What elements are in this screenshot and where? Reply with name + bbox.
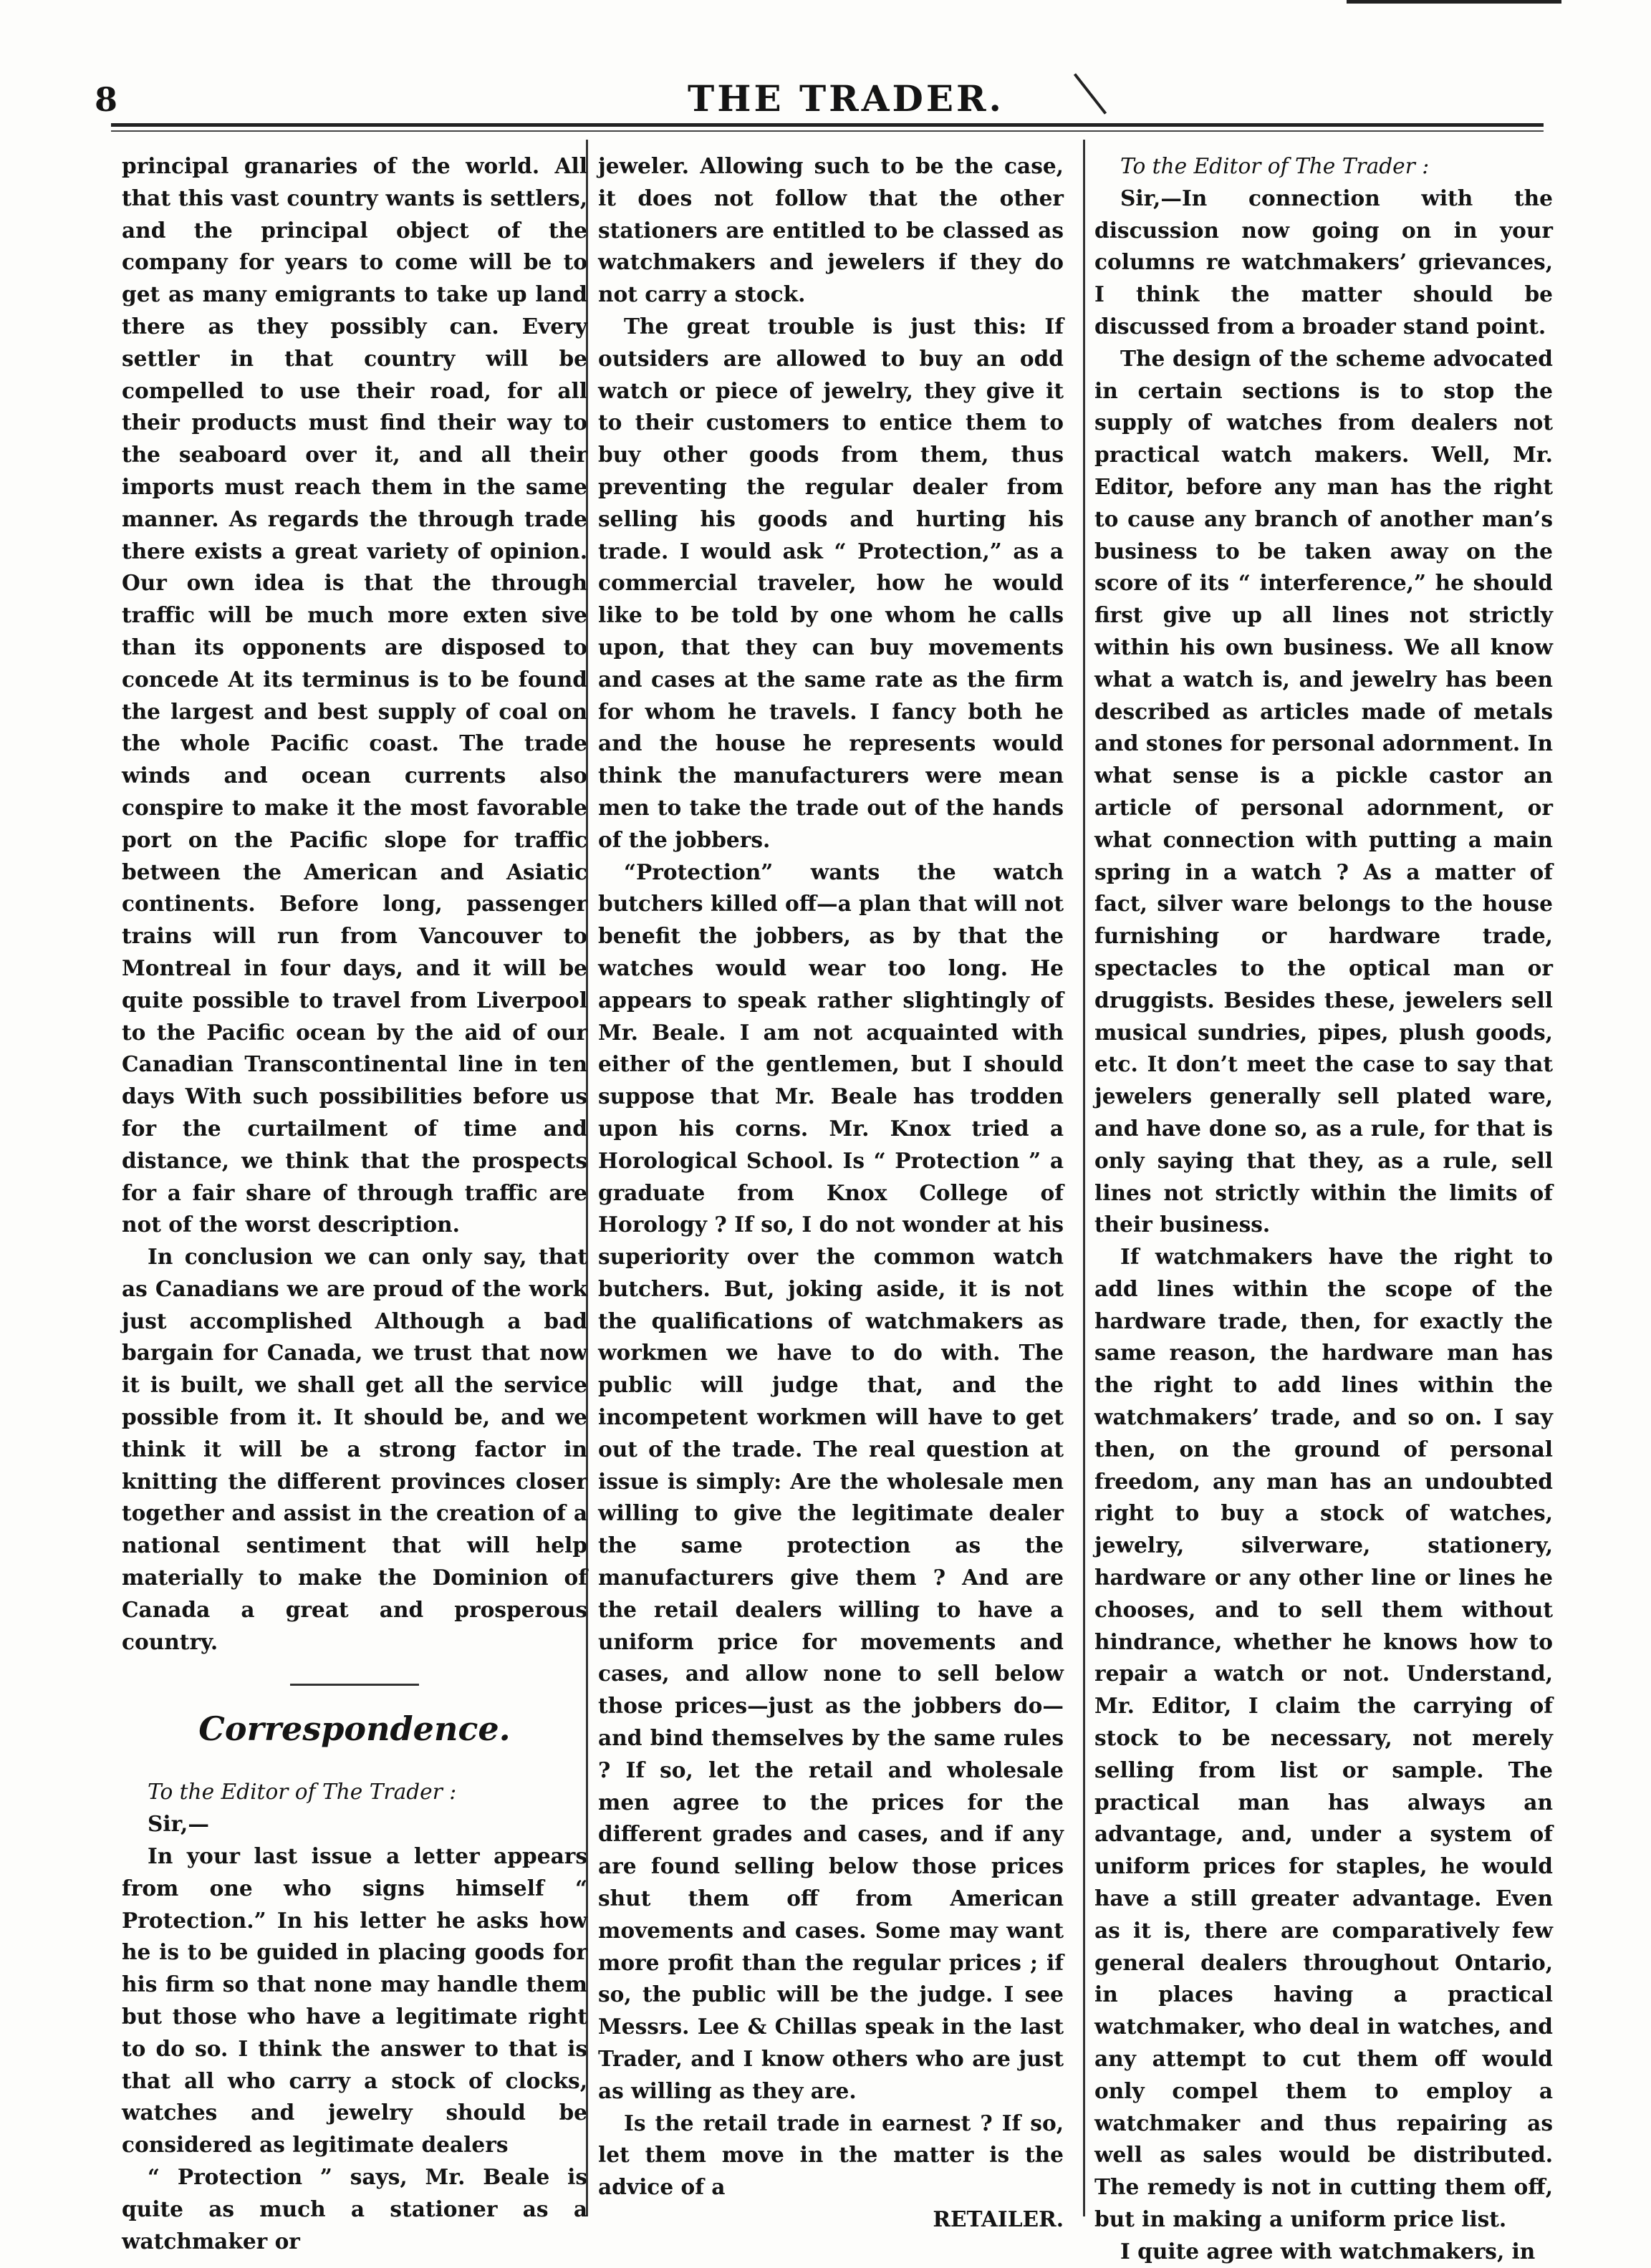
paragraph: Sir,—In connection with the discussion now going on in your columns re watchmakers’ grievances, I think the matter should be discussed from a broader stand point. (1094, 185, 1553, 339)
paragraph: I quite agree with watchmakers, in (1120, 2238, 1536, 2264)
masthead-title: THE TRADER. (688, 77, 1004, 120)
header-rule-thick (111, 123, 1544, 127)
column-3 (1094, 150, 1553, 2268)
paragraph: In your last issue a letter appears from one who signs himself “ Protection.” In his letter he asks how he is to be guided in placing goods for his firm so that none may handle them but those who have a legitimate right to do so. I think the answer to that is that all who carry a stock of clocks, watches and jewelry should be considered as legitimate dealers (122, 1843, 587, 2158)
paragraph: “Protection” wants the watch butchers killed off—a plan that will not benefit the jobbers, as by that the watches would wear too long. He appears to speak rather slightingly of Mr. Beale. I am not acquainted with either of the gentlemen, but I should suppose that Mr. Beale has trodden upon his corns. Mr. Knox tried a Horological School. Is “ Protection ” a graduate from Knox College of Horology ? If so, I do not wonder at his superiority over the common watch butchers. But, joking aside, it is not the qualifications of watchmakers as workmen we have to do with. The public will judge that, and the incompetent workmen will have to get out of the trade. The real question at issue is simply: Are the wholesale men willing to give the legitimate dealer the same protection as the manufacturers give them ? And are the retail dealers willing to have a uniform price for movements and cases, and allow none to sell below those prices—just as the jobbers do—and bind themselves by the same rules ? If so, let the retail and wholesale men agree to the prices for the different grades and cases, and if any are found selling below those prices shut them off from American movements and cases. Some may want more profit than the regular prices ; if so, the public will be the judge. I see Messrs. Lee & Chillas speak in the last Trader, and I know others who are just as willing as they are. (598, 859, 1064, 2103)
column-2 (598, 150, 1064, 2236)
section-separator (290, 1684, 419, 1686)
column-divider-2 (1083, 140, 1085, 2216)
paragraph: The design of the scheme advocated in certain sections is to stop the supply of watches from dealers not practical watch makers. Well, Mr. Editor, before any man has the right to cause any branch of another man’s business to be taken away on the score of its “ interference,” he should first give up all lines not strictly within his own business. We all know what a watch is, and jewelry has been described as articles made of metals and stones for personal adornment. In what sense is a pickle castor an article of personal adornment, or what connection with putting a main spring in a watch ? As a matter of fact, silver ware belongs to the house furnishing or hardware trade, spectacles to the optical man or druggists. Besides these, jewelers sell musical sundries, pipes, plush goods, etc. It don’t meet the case to say that jewelers generally sell plated ware, and have done so, as a rule, for that is only saying that they, as a rule, sell lines not strictly within the limits of their business. (1094, 345, 1553, 1237)
top-edge-rule (1347, 0, 1561, 4)
letter-greeting: Sir,— (148, 1811, 209, 1837)
column-1 (122, 150, 587, 2257)
pen-mark (1074, 73, 1107, 115)
paragraph: jeweler. Allowing such to be the case, it does not follow that the other stationers are entitled to be classed as watchmakers and jewelers if they do not carry a stock. (598, 153, 1064, 307)
paragraph: If watchmakers have the right to add lines within the scope of the hardware trade, then, for exactly the same reason, the hardware man has the right to add lines within the watchmakers’ trade, and so on. I say then, on the ground of personal freedom, any man has an undoubted right to buy a stock of watches, jewelry, silverware, stationery, hardware or any other line or lines he chooses, and to sell them without hindrance, whether he knows how to repair a watch or not. Understand, Mr. Editor, I claim the carrying of stock to be necessary, not merely selling from list or sample. The practical man has always an advantage, and, under a system of uniform prices for staples, he would have a still greater advantage. Even as it is, there are comparatively few general dealers throughout Ontario, in places having a practical watchmaker, who deal in watches, and any attempt to cut them off would only compel them to employ a watchmaker and thus repairing as well as sales would be distributed. The remedy is not in cutting them off, but in making a uniform price list. (1094, 1244, 1553, 2231)
paragraph: The great trouble is just this: If outsiders are allowed to buy an odd watch or piece of jewelry, they give it to their customers to entice them to buy other goods from them, thus preventing the regular dealer from selling his goods and hurting his trade. I would ask “ Protection,” as a commercial traveler, how he would like to be told by one whom he calls upon, that they can buy movements and cases at the same rate as the firm for whom he travels. I fancy both he and the house he represents would think the manufacturers were mean men to take the trade out of the hands of the jobbers. (598, 313, 1064, 852)
paragraph: Is the retail trade in earnest ? If so, let them move in the matter is the advice of a (598, 2110, 1064, 2200)
paragraph: principal granaries of the world. All that this vast country wants is settlers, and the principal object of the company for years to come will be to get as many emigrants to take up land there as they possibly can. Every settler in that country will be compelled to use their road, for all their products must find their way to the seaboard over it, and all their imports must reach them in the same manner. As regards the through trade there exists a great variety of opinion. Our own idea is that the through traffic will be much more exten sive than its opponents are disposed to concede At its terminus is to be found the largest and best supply of coal on the whole Pacific coast. The trade winds and ocean currents also conspire to make it the most favorable port on the Pacific slope for traffic between the American and Asiatic continents. Before long, passenger trains will run from Vancouver to Montreal in four days, and it will be quite possible to travel from Liverpool to the Pacific ocean by the aid of our Canadian Transcontinental line in ten days With such possibilities before us for the curtailment of time and distance, we think that the prospects for a fair share of through traffic are not of the worst description. (122, 153, 587, 1237)
header-rule-thin (111, 130, 1544, 132)
section-heading: Correspondence. (198, 1709, 511, 1749)
paragraph: “ Protection ” says, Mr. Beale is quite as much a stationer as a watchmaker or (122, 2164, 587, 2254)
letter-signature: RETAILER. (933, 2206, 1064, 2231)
page-number: 8 (95, 80, 118, 119)
letter-salutation: To the Editor of The Trader : (1120, 154, 1430, 178)
paragraph: In conclusion we can only say, that as Canadians we are proud of the work just accomplished Although a bad bargain for Canada, we trust that now it is built, we shall get all the service possible from it. It should be, and we think it will be a strong factor in knitting the different provinces closer together and assist in the creation of a national sentiment that will help materially to make the Dominion of Canada a great and prosperous country. (122, 1244, 587, 1654)
letter-salutation: To the Editor of The Trader : (148, 1780, 457, 1805)
